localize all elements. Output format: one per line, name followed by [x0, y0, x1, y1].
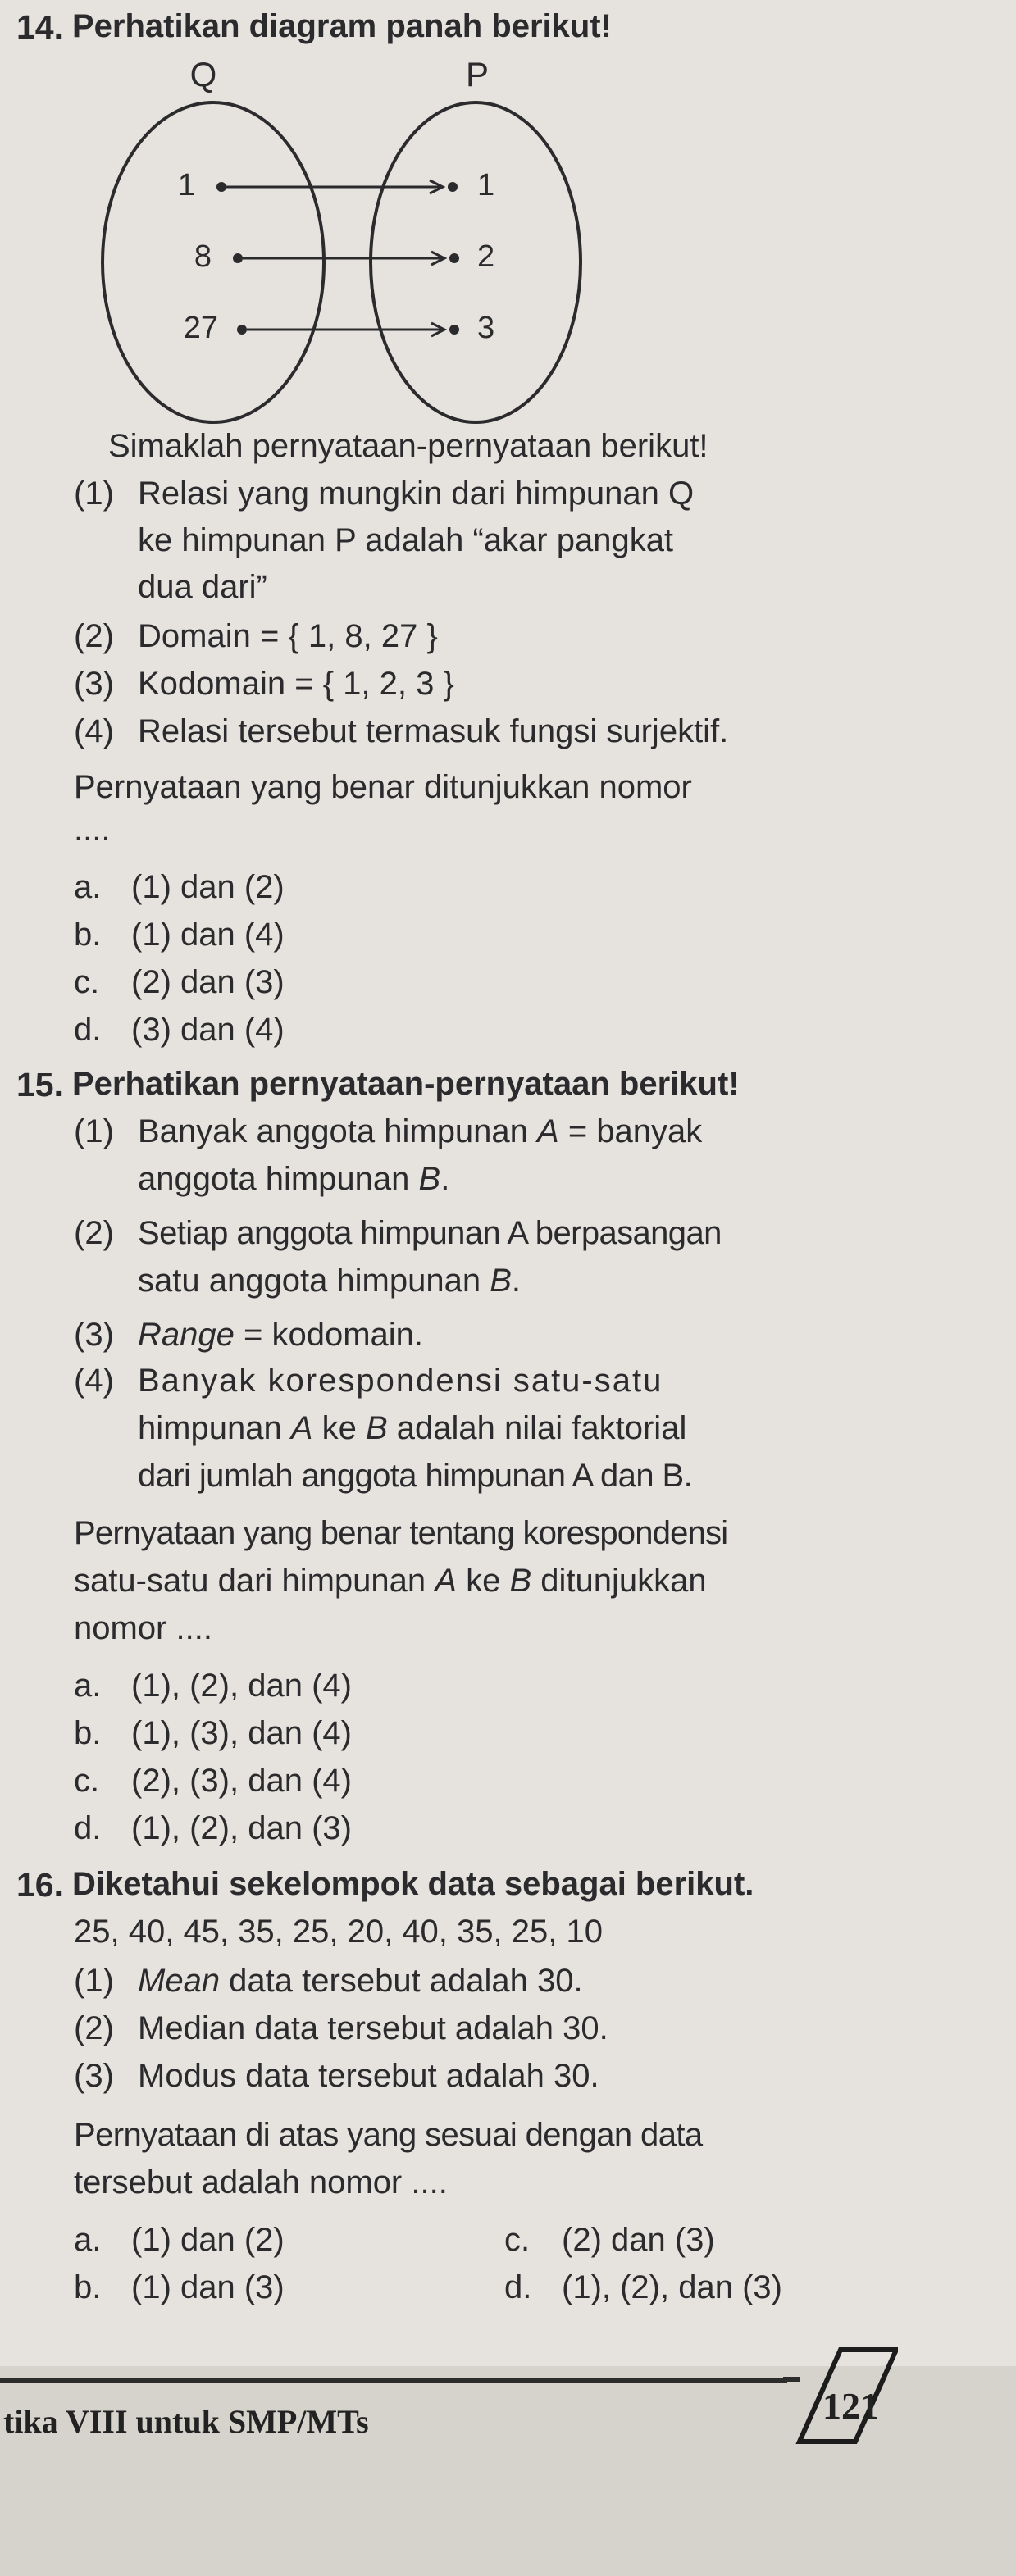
q16-number: 16. [16, 1866, 63, 1904]
q14-question: Pernyataan yang benar ditunjukkan nomor [74, 769, 692, 805]
p-element: 1 [477, 168, 495, 203]
option-letter: d. [74, 1012, 102, 1048]
q14-statement-number: (3) [74, 666, 114, 702]
q15-statement-line: Range = kodomain. [138, 1317, 424, 1353]
footer-book-title: tika VIII untuk SMP/MTs [3, 2403, 369, 2440]
set-p-label: P [465, 55, 490, 93]
option-letter: d. [504, 2269, 532, 2305]
option-letter: a. [74, 869, 102, 905]
option-letter: a. [74, 2222, 102, 2258]
option-text: (1) dan (4) [131, 917, 285, 953]
q16-statement-number: (1) [74, 1963, 114, 1999]
q14-option[interactable] [74, 964, 285, 1001]
q16-data-line: 25, 40, 45, 35, 25, 20, 40, 35, 25, 10 [74, 1914, 603, 1950]
q14-title: Perhatikan diagram panah berikut! [72, 8, 612, 44]
option-text: (1), (2), dan (3) [131, 1810, 352, 1846]
q16-statement-line: Median data tersebut adalah 30. [138, 2010, 608, 2046]
option-text: (2) dan (3) [562, 2222, 715, 2258]
q15-option[interactable] [74, 1810, 352, 1847]
q15-statement-line: anggota himpunan B. [138, 1161, 450, 1197]
q15-question: Pernyataan yang benar tentang korespondensi [74, 1515, 728, 1551]
page-number: 121 [822, 2385, 879, 2427]
q16-statement-line: Mean data tersebut adalah 30. [138, 1963, 583, 1999]
q15-question: nomor .... [74, 1610, 212, 1646]
q14-statement-number: (1) [74, 476, 114, 512]
option-text: (1), (2), dan (3) [562, 2269, 782, 2305]
q15-statement-line: satu anggota himpunan B. [138, 1263, 522, 1299]
option-text: (1) dan (2) [131, 869, 285, 905]
q-element: 27 [183, 311, 218, 345]
q15-question: satu-satu dari himpunan A ke B ditunjukkan [74, 1563, 707, 1599]
option-letter: b. [74, 917, 102, 953]
option-text: (3) dan (4) [131, 1012, 285, 1048]
q15-statement-number: (1) [74, 1113, 114, 1149]
set-p-ellipse [371, 102, 581, 422]
q15-statement-line: Banyak korespondensi satu-satu [138, 1363, 663, 1399]
q-dot [216, 182, 226, 192]
q15-statement-number: (4) [74, 1363, 114, 1399]
q15-number: 15. [16, 1066, 63, 1104]
q-dot [233, 253, 243, 263]
option-text: (2) dan (3) [131, 964, 285, 1000]
p-dot [449, 325, 459, 335]
q16-question: Pernyataan di atas yang sesuai dengan data [74, 2117, 703, 2153]
option-letter: c. [74, 964, 100, 1000]
q14-statement-line: Kodomain = { 1, 2, 3 } [138, 666, 454, 702]
q14-question: .... [74, 812, 111, 848]
q16-statement-line: Modus data tersebut adalah 30. [138, 2058, 599, 2094]
q-dot [237, 325, 247, 335]
option-letter: c. [74, 1763, 100, 1799]
option-letter: c. [504, 2222, 531, 2258]
q14-statement-line: dua dari” [138, 569, 267, 605]
set-q-label: Q [189, 55, 217, 93]
q15-statement-line: dari jumlah anggota himpunan A dan B. [138, 1458, 693, 1494]
option-text: (1), (3), dan (4) [131, 1715, 352, 1751]
q15-statement-number: (3) [74, 1317, 114, 1353]
q15-statement-line: himpunan A ke B adalah nilai faktorial [138, 1410, 687, 1446]
p-dot [448, 182, 458, 192]
q16-option[interactable] [74, 2269, 285, 2306]
p-element: 2 [477, 239, 495, 274]
q14-option[interactable] [74, 869, 285, 906]
q15-title: Perhatikan pernyataan-pernyataan berikut! [72, 1066, 740, 1102]
arrow-diagram [98, 49, 590, 435]
footer-rule [0, 2378, 787, 2383]
q15-option[interactable] [74, 1668, 352, 1704]
q16-option[interactable] [504, 2222, 715, 2259]
q16-option[interactable] [74, 2222, 285, 2259]
option-text: (1) dan (2) [131, 2222, 285, 2258]
q14-statement-line: Relasi tersebut termasuk fungsi surjektif. [138, 713, 729, 749]
q14-option[interactable] [74, 1012, 285, 1049]
q15-option[interactable] [74, 1763, 352, 1800]
option-letter: b. [74, 1715, 102, 1751]
set-q-ellipse [103, 102, 324, 422]
q14-option[interactable] [74, 917, 285, 953]
p-dot [449, 253, 459, 263]
q14-statement-line: Relasi yang mungkin dari himpunan Q [138, 476, 695, 512]
q14-number: 14. [16, 8, 63, 46]
option-text: (1), (2), dan (4) [131, 1668, 352, 1704]
q16-question: tersebut adalah nomor .... [74, 2164, 448, 2201]
option-text: (1) dan (3) [131, 2269, 285, 2305]
option-text: (2), (3), dan (4) [131, 1763, 352, 1799]
q14-statement-number: (2) [74, 618, 114, 654]
q14-statement-number: (4) [74, 713, 114, 749]
q-element: 8 [194, 239, 212, 274]
q15-statement-number: (2) [74, 1215, 114, 1251]
q16-statement-number: (3) [74, 2058, 114, 2094]
option-letter: d. [74, 1810, 102, 1846]
q-element: 1 [177, 168, 195, 203]
option-letter: a. [74, 1668, 102, 1704]
q16-statement-number: (2) [74, 2010, 114, 2046]
q14-statement-line: Domain = { 1, 8, 27 } [138, 618, 438, 654]
q14-statement-line: ke himpunan P adalah “akar pangkat [138, 522, 674, 558]
q15-statement-line: Setiap anggota himpunan A berpasangan [138, 1215, 722, 1251]
option-letter: b. [74, 2269, 102, 2305]
p-element: 3 [477, 311, 495, 345]
q15-option[interactable] [74, 1715, 352, 1752]
q15-statement-line: Banyak anggota himpunan A = banyak [138, 1113, 703, 1149]
q16-option[interactable] [504, 2269, 782, 2306]
q16-title: Diketahui sekelompok data sebagai berikut. [72, 1866, 754, 1902]
q14-instruction: Simaklah pernyataan-pernyataan berikut! [108, 428, 708, 464]
